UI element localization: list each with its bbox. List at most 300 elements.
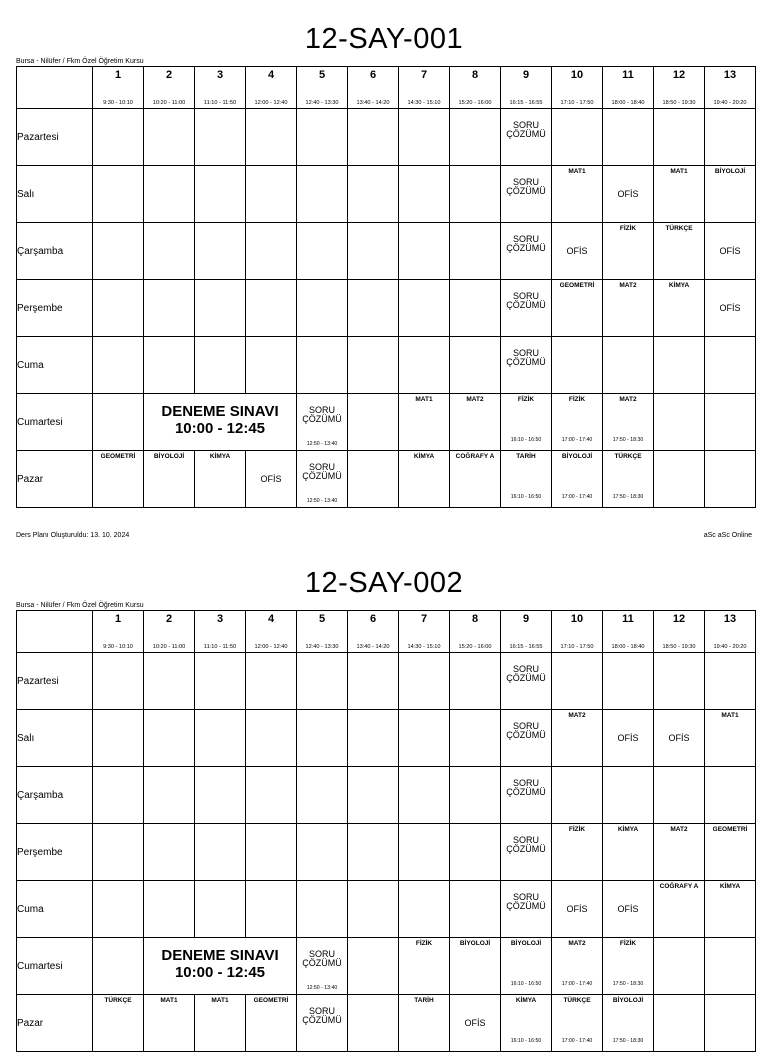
period-time: 17:10 - 17:50	[560, 644, 594, 650]
lesson-subject: MAT1	[568, 168, 586, 175]
lesson-cell	[348, 767, 399, 824]
lesson-subject: MAT1	[160, 997, 178, 1004]
lesson-cell	[144, 881, 195, 938]
period-number: 3	[216, 69, 224, 81]
lesson-office: OFİS	[566, 904, 588, 914]
period-time: 11:10 - 11:50	[203, 100, 237, 106]
schedule-table	[16, 610, 756, 1052]
lesson-cell	[603, 451, 654, 508]
period-time: 18:50 - 19:30	[662, 644, 696, 650]
lesson-cell	[195, 767, 246, 824]
lesson-cell	[501, 710, 552, 767]
schedule-table	[16, 66, 756, 508]
lesson-cell	[705, 995, 756, 1052]
period-header-9	[501, 67, 552, 109]
day-row	[17, 394, 756, 451]
lesson-subject: MAT1	[415, 396, 433, 403]
lesson-office: OFİS	[617, 904, 639, 914]
period-number: 4	[267, 69, 275, 81]
period-time: 14:30 - 15:10	[407, 100, 441, 106]
day-label: Pazartesi	[17, 653, 93, 710]
period-header-9	[501, 611, 552, 653]
lesson-time: 17:00 - 17:40	[561, 437, 593, 443]
lesson-time: 17:00 - 17:40	[561, 494, 593, 500]
lesson-cell	[501, 653, 552, 710]
lesson-subject: BİYOLOJİ	[612, 997, 644, 1004]
lesson-cell	[705, 337, 756, 394]
period-number: 13	[723, 613, 737, 625]
lesson-subject: FİZİK	[415, 940, 433, 947]
period-header-1	[93, 611, 144, 653]
period-time: 12:00 - 12:40	[254, 100, 288, 106]
lesson-cell	[246, 280, 297, 337]
lesson-subject: COĞRAFY A	[659, 883, 699, 890]
lesson-cell	[552, 938, 603, 995]
lesson-cell	[399, 767, 450, 824]
header-row	[17, 67, 756, 109]
organization-name: Bursa - Nilüfer / Fkm Özel Öğretim Kursu	[16, 58, 144, 65]
lesson-cell	[552, 710, 603, 767]
lesson-activity: SORU ÇÖZÜMÜ	[506, 348, 546, 367]
period-time: 9:30 - 10:10	[103, 644, 133, 650]
lesson-cell	[654, 995, 705, 1052]
day-row	[17, 767, 756, 824]
lesson-cell	[144, 995, 195, 1052]
lesson-cell	[93, 995, 144, 1052]
lesson-cell	[705, 938, 756, 995]
lesson-subject: MAT2	[568, 940, 586, 947]
period-time: 12:40 - 13:30	[305, 644, 339, 650]
lesson-cell	[501, 938, 552, 995]
lesson-cell	[297, 824, 348, 881]
lesson-cell	[246, 451, 297, 508]
day-row	[17, 223, 756, 280]
lesson-cell	[297, 710, 348, 767]
lesson-cell	[144, 337, 195, 394]
period-time: 13:40 - 14:20	[356, 644, 390, 650]
lesson-cell	[501, 280, 552, 337]
corner-cell	[17, 611, 93, 653]
lesson-subject: GEOMETRİ	[712, 826, 748, 833]
lesson-cell	[399, 881, 450, 938]
period-time: 15:20 - 16:00	[458, 100, 492, 106]
exam-block	[144, 403, 296, 437]
lesson-cell	[246, 223, 297, 280]
lesson-cell	[144, 166, 195, 223]
lesson-cell	[93, 824, 144, 881]
period-header-4	[246, 611, 297, 653]
corner-cell	[17, 67, 93, 109]
lesson-time: 17:50 - 18:30	[612, 494, 644, 500]
day-row	[17, 337, 756, 394]
lesson-subject: TARİH	[516, 453, 536, 460]
period-time: 10:20 - 11:00	[152, 644, 186, 650]
period-header-8	[450, 611, 501, 653]
day-label: Çarşamba	[17, 767, 93, 824]
lesson-cell	[603, 995, 654, 1052]
exam-time: 10:00 - 12:45	[174, 964, 266, 981]
lesson-cell	[705, 451, 756, 508]
period-time: 14:30 - 15:10	[407, 644, 441, 650]
day-row	[17, 995, 756, 1052]
period-header-13	[705, 611, 756, 653]
lesson-cell	[195, 451, 246, 508]
lesson-cell	[246, 881, 297, 938]
lesson-cell	[603, 938, 654, 995]
exam-cell	[144, 394, 297, 451]
period-number: 9	[522, 613, 530, 625]
period-header-13	[705, 67, 756, 109]
period-number: 13	[723, 69, 737, 81]
lesson-cell	[450, 653, 501, 710]
period-header-3	[195, 67, 246, 109]
lesson-cell	[450, 710, 501, 767]
lesson-cell	[93, 109, 144, 166]
lesson-activity: SORU ÇÖZÜMÜ	[302, 1006, 342, 1025]
period-number: 6	[369, 613, 377, 625]
lesson-subject: FİZİK	[619, 225, 637, 232]
lesson-cell	[399, 394, 450, 451]
lesson-cell	[195, 653, 246, 710]
lesson-subject: BİYOLOJİ	[561, 453, 593, 460]
period-number: 7	[420, 613, 428, 625]
period-header-7	[399, 611, 450, 653]
lesson-cell	[450, 166, 501, 223]
lesson-cell	[450, 938, 501, 995]
lesson-cell	[348, 710, 399, 767]
lesson-subject: TÜRKÇE	[104, 997, 132, 1004]
period-header-2	[144, 611, 195, 653]
period-number: 2	[165, 613, 173, 625]
lesson-cell	[144, 451, 195, 508]
day-label: Pazar	[17, 451, 93, 508]
period-number: 10	[570, 613, 584, 625]
lesson-cell	[705, 109, 756, 166]
period-number: 12	[672, 613, 686, 625]
lesson-subject: BİYOLOJİ	[510, 940, 542, 947]
lesson-cell	[399, 710, 450, 767]
lesson-time: 12:50 - 13:40	[306, 498, 338, 504]
lesson-subject: MAT2	[619, 396, 637, 403]
period-number: 11	[622, 613, 634, 625]
period-number: 1	[114, 613, 122, 625]
lesson-subject: MAT2	[568, 712, 586, 719]
exam-time: 10:00 - 12:45	[174, 420, 266, 437]
lesson-cell	[603, 881, 654, 938]
lesson-cell	[501, 451, 552, 508]
lesson-subject: FİZİK	[619, 940, 637, 947]
period-header-8	[450, 67, 501, 109]
lesson-cell	[93, 451, 144, 508]
lesson-cell	[450, 881, 501, 938]
lesson-office: OFİS	[617, 733, 639, 743]
lesson-cell	[348, 394, 399, 451]
timetable-title: 12-SAY-002	[304, 567, 464, 599]
lesson-cell	[195, 223, 246, 280]
lesson-cell	[603, 337, 654, 394]
lesson-cell	[501, 394, 552, 451]
day-row	[17, 653, 756, 710]
lesson-cell	[552, 767, 603, 824]
lesson-subject: TÜRKÇE	[614, 453, 642, 460]
lesson-cell	[603, 166, 654, 223]
lesson-cell	[297, 337, 348, 394]
lesson-cell	[501, 337, 552, 394]
lesson-cell	[501, 767, 552, 824]
period-header-6	[348, 67, 399, 109]
lesson-subject: FİZİK	[517, 396, 535, 403]
lesson-cell	[501, 166, 552, 223]
lesson-activity: SORU ÇÖZÜMÜ	[506, 234, 546, 253]
period-time: 12:00 - 12:40	[254, 644, 288, 650]
lesson-cell	[348, 109, 399, 166]
lesson-cell	[552, 995, 603, 1052]
period-number: 5	[318, 69, 326, 81]
lesson-subject: KİMYA	[209, 453, 231, 460]
lesson-cell	[450, 995, 501, 1052]
lesson-cell	[654, 710, 705, 767]
exam-title: DENEME SINAVI	[161, 403, 279, 420]
lesson-cell	[348, 451, 399, 508]
day-label: Perşembe	[17, 824, 93, 881]
lesson-cell	[195, 824, 246, 881]
period-header-11	[603, 67, 654, 109]
period-time: 17:10 - 17:50	[560, 100, 594, 106]
lesson-cell	[93, 767, 144, 824]
day-label: Çarşamba	[17, 223, 93, 280]
header-row	[17, 611, 756, 653]
lesson-cell	[654, 394, 705, 451]
lesson-cell	[399, 109, 450, 166]
lesson-time: 17:50 - 18:30	[612, 981, 644, 987]
period-header-2	[144, 67, 195, 109]
lesson-cell	[450, 337, 501, 394]
lesson-cell	[297, 995, 348, 1052]
lesson-subject: FİZİK	[568, 826, 586, 833]
period-number: 12	[672, 69, 686, 81]
lesson-cell	[654, 451, 705, 508]
period-time: 18:50 - 19:30	[662, 100, 696, 106]
period-header-11	[603, 611, 654, 653]
lesson-cell	[603, 824, 654, 881]
lesson-activity: SORU ÇÖZÜMÜ	[302, 462, 342, 481]
period-time: 18:00 - 18:40	[611, 644, 645, 650]
lesson-cell	[501, 109, 552, 166]
day-label: Cumartesi	[17, 938, 93, 995]
lesson-cell	[348, 337, 399, 394]
lesson-cell	[654, 337, 705, 394]
lesson-cell	[195, 710, 246, 767]
day-label: Pazar	[17, 995, 93, 1052]
lesson-cell	[144, 280, 195, 337]
lesson-cell	[501, 824, 552, 881]
lesson-cell	[399, 223, 450, 280]
lesson-cell	[93, 166, 144, 223]
period-number: 9	[522, 69, 530, 81]
lesson-cell	[603, 653, 654, 710]
lesson-cell	[246, 767, 297, 824]
lesson-cell	[297, 280, 348, 337]
lesson-subject: TARİH	[414, 997, 434, 1004]
period-number: 3	[216, 613, 224, 625]
lesson-cell	[450, 451, 501, 508]
created-date: Ders Planı Oluşturuldu: 13. 10. 2024	[16, 532, 130, 539]
lesson-cell	[705, 280, 756, 337]
lesson-cell	[246, 653, 297, 710]
lesson-cell	[195, 337, 246, 394]
period-time: 16:15 - 16:55	[509, 644, 543, 650]
lesson-cell	[654, 166, 705, 223]
day-row	[17, 166, 756, 223]
lesson-cell	[399, 451, 450, 508]
day-row	[17, 881, 756, 938]
lesson-cell	[348, 938, 399, 995]
lesson-cell	[705, 881, 756, 938]
period-number: 8	[471, 69, 479, 81]
period-number: 11	[622, 69, 634, 81]
lesson-time: 17:00 - 17:40	[561, 1038, 593, 1044]
period-time: 13:40 - 14:20	[356, 100, 390, 106]
lesson-cell	[399, 824, 450, 881]
period-number: 7	[420, 69, 428, 81]
lesson-office: OFİS	[719, 303, 741, 313]
period-time: 18:00 - 18:40	[611, 100, 645, 106]
period-time: 15:20 - 16:00	[458, 644, 492, 650]
day-label: Perşembe	[17, 280, 93, 337]
lesson-activity: SORU ÇÖZÜMÜ	[506, 721, 546, 740]
period-header-3	[195, 611, 246, 653]
exam-cell	[144, 938, 297, 995]
period-header-6	[348, 611, 399, 653]
day-label: Salı	[17, 166, 93, 223]
lesson-subject: KİMYA	[413, 453, 435, 460]
timetable-title: 12-SAY-001	[304, 23, 464, 55]
day-label: Cuma	[17, 337, 93, 394]
lesson-cell	[552, 280, 603, 337]
lesson-cell	[348, 280, 399, 337]
lesson-cell	[399, 938, 450, 995]
period-time: 12:40 - 13:30	[305, 100, 339, 106]
lesson-office: OFİS	[566, 246, 588, 256]
lesson-cell	[705, 653, 756, 710]
period-header-10	[552, 611, 603, 653]
day-row	[17, 938, 756, 995]
lesson-cell	[399, 166, 450, 223]
lesson-subject: MAT1	[670, 168, 688, 175]
lesson-cell	[246, 109, 297, 166]
exam-block	[144, 947, 296, 981]
lesson-cell	[144, 223, 195, 280]
lesson-time: 12:50 - 13:40	[306, 985, 338, 991]
lesson-cell	[552, 223, 603, 280]
lesson-cell	[195, 995, 246, 1052]
day-label: Salı	[17, 710, 93, 767]
lesson-cell	[195, 881, 246, 938]
lesson-cell	[399, 995, 450, 1052]
lesson-activity: SORU ÇÖZÜMÜ	[506, 835, 546, 854]
lesson-cell	[552, 394, 603, 451]
lesson-subject: MAT2	[466, 396, 484, 403]
lesson-subject: GEOMETRİ	[559, 282, 595, 289]
lesson-subject: KİMYA	[668, 282, 690, 289]
period-header-5	[297, 67, 348, 109]
lesson-subject: TÜRKÇE	[563, 997, 591, 1004]
period-time: 9:30 - 10:10	[103, 100, 133, 106]
lesson-cell	[246, 995, 297, 1052]
day-row	[17, 280, 756, 337]
lesson-office: OFİS	[719, 246, 741, 256]
lesson-time: 16:10 - 16:50	[510, 981, 542, 987]
lesson-cell	[603, 109, 654, 166]
lesson-cell	[501, 881, 552, 938]
lesson-subject: KİMYA	[617, 826, 639, 833]
lesson-cell	[705, 394, 756, 451]
lesson-time: 17:50 - 18:30	[612, 437, 644, 443]
lesson-office: OFİS	[617, 189, 639, 199]
lesson-subject: FİZİK	[568, 396, 586, 403]
exam-title: DENEME SINAVI	[161, 947, 279, 964]
period-header-12	[654, 67, 705, 109]
lesson-subject: COĞRAFY A	[455, 453, 495, 460]
lesson-cell	[246, 166, 297, 223]
lesson-cell	[93, 881, 144, 938]
period-number: 4	[267, 613, 275, 625]
period-header-1	[93, 67, 144, 109]
lesson-subject: GEOMETRİ	[253, 997, 289, 1004]
lesson-cell	[705, 767, 756, 824]
lesson-subject: MAT2	[670, 826, 688, 833]
lesson-cell	[246, 824, 297, 881]
lesson-cell	[705, 223, 756, 280]
lesson-subject: KİMYA	[719, 883, 741, 890]
lesson-cell	[603, 223, 654, 280]
lesson-cell	[144, 710, 195, 767]
lesson-time: 16:10 - 16:50	[510, 437, 542, 443]
lesson-cell	[654, 938, 705, 995]
lesson-cell	[93, 938, 144, 995]
lesson-time: 17:00 - 17:40	[561, 981, 593, 987]
lesson-cell	[297, 166, 348, 223]
lesson-cell	[93, 394, 144, 451]
period-time: 10:20 - 11:00	[152, 100, 186, 106]
lesson-cell	[297, 653, 348, 710]
organization-name: Bursa - Nilüfer / Fkm Özel Öğretim Kursu	[16, 602, 144, 609]
period-number: 2	[165, 69, 173, 81]
lesson-activity: SORU ÇÖZÜMÜ	[506, 778, 546, 797]
lesson-cell	[348, 223, 399, 280]
lesson-cell	[654, 653, 705, 710]
lesson-activity: SORU ÇÖZÜMÜ	[506, 291, 546, 310]
lesson-cell	[552, 109, 603, 166]
lesson-cell	[705, 166, 756, 223]
lesson-cell	[348, 166, 399, 223]
lesson-cell	[297, 223, 348, 280]
lesson-cell	[654, 280, 705, 337]
lesson-cell	[348, 653, 399, 710]
lesson-activity: SORU ÇÖZÜMÜ	[506, 120, 546, 139]
lesson-cell	[93, 223, 144, 280]
period-number: 5	[318, 613, 326, 625]
lesson-cell	[297, 394, 348, 451]
lesson-cell	[144, 824, 195, 881]
lesson-cell	[144, 653, 195, 710]
lesson-subject: MAT2	[619, 282, 637, 289]
lesson-cell	[297, 451, 348, 508]
lesson-cell	[195, 109, 246, 166]
lesson-subject: MAT1	[721, 712, 739, 719]
day-row	[17, 824, 756, 881]
period-header-10	[552, 67, 603, 109]
